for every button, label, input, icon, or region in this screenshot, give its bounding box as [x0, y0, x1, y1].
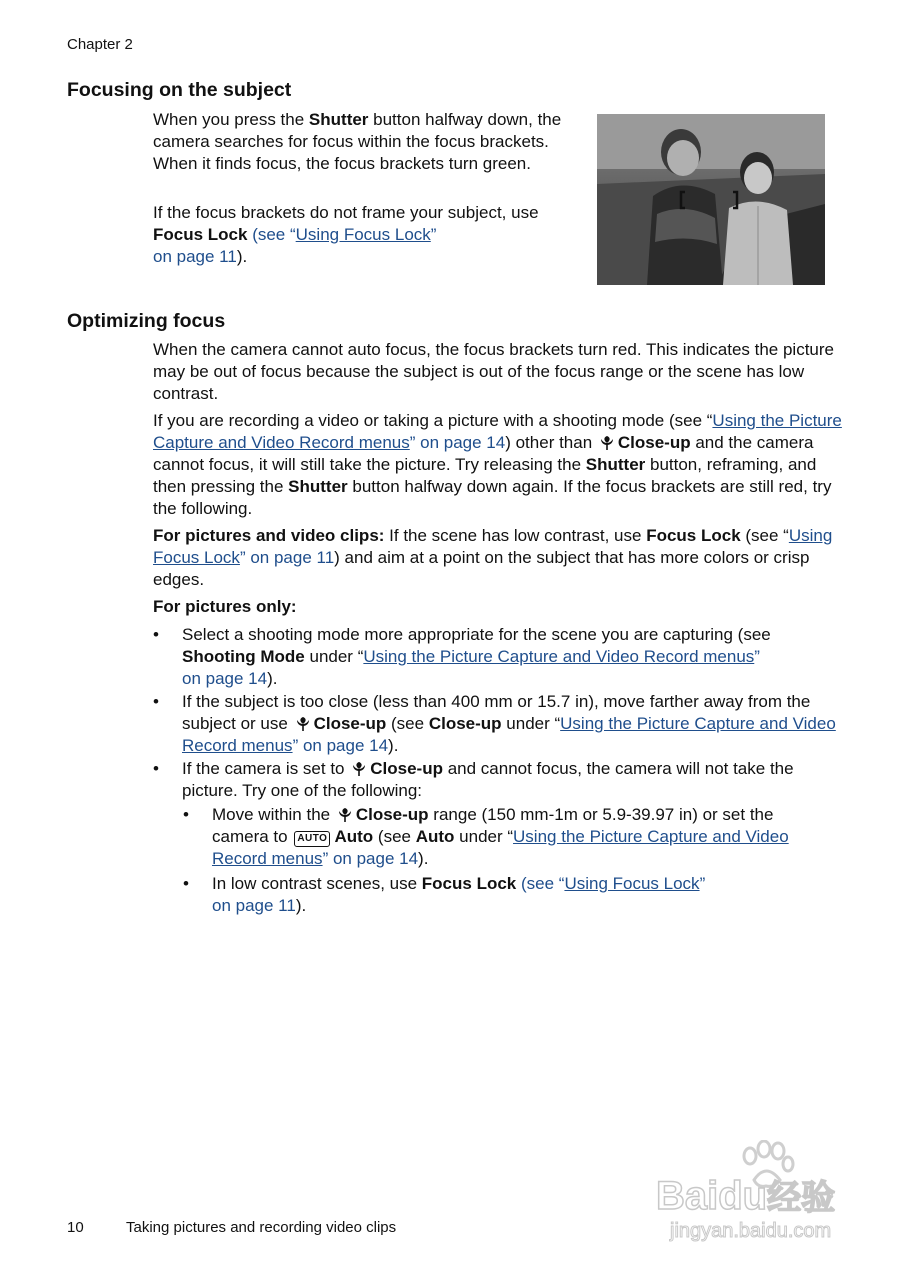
bullet-item-too-close: If the subject is too close (less than 400 mm or 15.7 in), move farther away from the subject or use Close-up (see Close-up under “Using the Picture Capture and Video Record menus” on page 14).: [182, 692, 836, 755]
link-capture-menus-2[interactable]: Using the Picture Capture and Video Record menus: [363, 647, 755, 666]
page-number: 10: [67, 1219, 84, 1236]
focusing-paragraph-1: When you press the Shutter button halfway down, the camera searches for focus within the focus brackets. When it finds focus, the focus brackets turn green.: [153, 110, 562, 173]
link-using-focus-lock[interactable]: Using Focus Lock: [295, 225, 431, 244]
bullet: •: [153, 759, 159, 778]
footer-chapter-title: Taking pictures and recording video clips: [126, 1219, 397, 1236]
bullet-item-cannot-focus: If the camera is set to Close-up and cannot focus, the camera will not take the picture. Try one of the following:: [182, 759, 794, 800]
sub-bullet: •: [183, 805, 189, 824]
closeup-flower-icon: [337, 806, 353, 822]
pictures-only-heading: For pictures only:: [153, 597, 297, 616]
section-title-focusing: Focusing on the subject: [67, 79, 292, 101]
auto-mode-icon: AUTO: [294, 831, 330, 847]
optimizing-paragraph-2: If you are recording a video or taking a picture with a shooting mode (see “Using the Picture Capture and Video Record menus” on page 14) other than Close-up and the camera cannot focus, it will still take the picture. Try releasing the Shutter button, reframing, and then pressing the Shutter button halfway down again. If the focus brackets are still red, try the following.: [153, 411, 842, 518]
bullet-item-shooting-mode: Select a shooting mode more appropriate for the scene you are capturing (see Shooting Mode under “Using the Picture Capture and Video Record menus” on page 14).: [182, 625, 771, 688]
link-using-focus-lock-3[interactable]: Using Focus Lock: [564, 874, 700, 893]
sub-bullet: •: [183, 874, 189, 893]
watermark-text-du: du: [718, 1174, 768, 1218]
link-capture-menus-1[interactable]: Using the Picture Capture and Video Record menus: [153, 411, 842, 452]
sub-bullet-item-low-contrast: In low contrast scenes, use Focus Lock (see “Using Focus Lock” on page 11).: [212, 874, 706, 915]
focusing-paragraph-2: If the focus brackets do not frame your subject, use Focus Lock (see “Using Focus Lock” on page 11).: [153, 203, 539, 266]
closeup-flower-icon: [599, 434, 615, 450]
closeup-flower-icon: [351, 760, 367, 776]
link-capture-menus-3[interactable]: Using the Picture Capture and Video Record menus: [182, 714, 836, 755]
optimizing-paragraph-3: For pictures and video clips: If the scene has low contrast, use Focus Lock (see “Using Focus Lock” on page 11) and aim at a point on the subject that has more colors or crisp edges.: [153, 526, 833, 589]
section-title-optimizing: Optimizing focus: [67, 310, 226, 332]
watermark-text-jingyan: 经验: [767, 1179, 836, 1217]
link-using-focus-lock-2[interactable]: Using Focus Lock: [153, 526, 833, 567]
watermark-url: jingyan.baidu.com: [670, 1220, 832, 1242]
optimizing-paragraph-1: When the camera cannot auto focus, the focus brackets turn red. This indicates the picture may be out of focus because the subject is out of the focus range or the scene has low contrast.: [153, 340, 834, 403]
link-capture-menus-4[interactable]: Using the Picture Capture and Video Record menus: [212, 827, 789, 868]
baidu-jingyan-watermark: [656, 1140, 876, 1250]
watermark-text-bai: Bai: [656, 1174, 719, 1218]
bullet: •: [153, 692, 159, 711]
chapter-header: Chapter 2: [67, 36, 133, 53]
children-photo: [597, 114, 825, 285]
bullet: •: [153, 625, 159, 644]
sub-bullet-item-closeup-range: Move within the Close-up range (150 mm-1m or 5.9-39.97 in) or set the camera to AUTO Auto (see Auto under “Using the Picture Capture and Video Record menus” on page 14).: [212, 805, 789, 868]
closeup-flower-icon: [295, 715, 311, 731]
